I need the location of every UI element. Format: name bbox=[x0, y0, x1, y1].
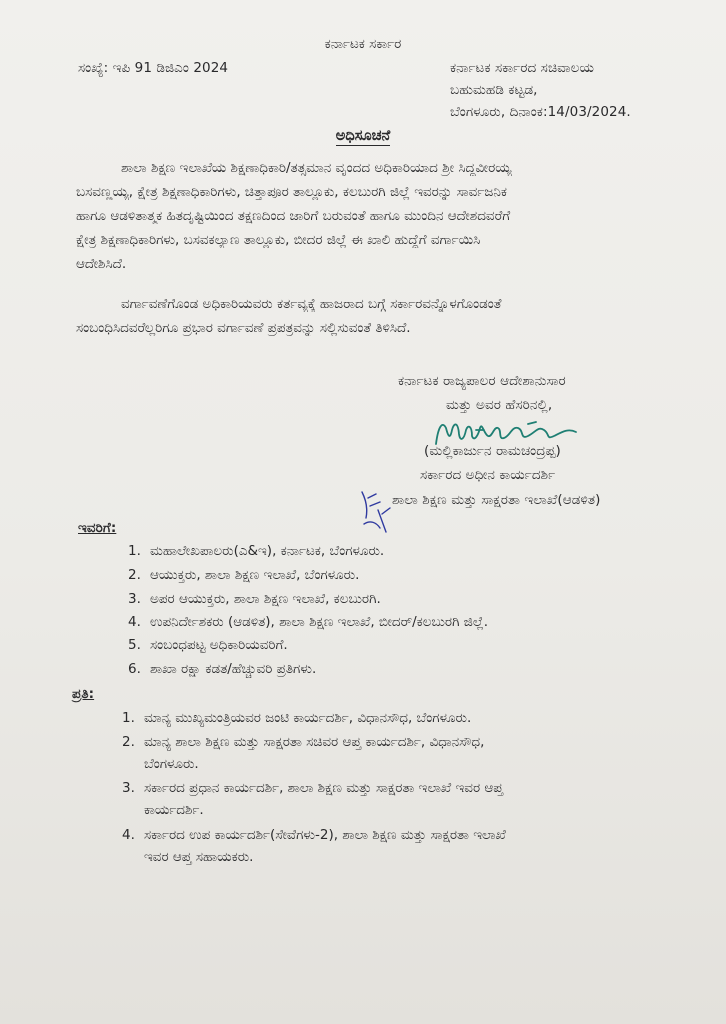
list-item bbox=[122, 734, 484, 750]
list-item bbox=[128, 567, 359, 583]
list-number: 1. bbox=[128, 543, 141, 559]
list-text-continued: ಬೆಂಗಳೂರು. bbox=[144, 756, 199, 772]
signatory-name: (ಮಲ್ಲಿಕಾರ್ಜುನ ರಾಮಚಂದ್ರಪ್ಪ) bbox=[424, 443, 561, 459]
list-number: 2. bbox=[128, 567, 141, 583]
list-item bbox=[128, 591, 381, 607]
list-item bbox=[122, 827, 506, 843]
list-text: ಶಾಖಾ ರಕ್ಷಾ ಕಡತ/ಹೆಚ್ಚುವರಿ ಪ್ರತಿಗಳು. bbox=[150, 661, 317, 677]
list-number: 4. bbox=[122, 827, 135, 843]
office-line-2: ಬಹುಮಹಡಿ ಕಟ್ಟಡ, bbox=[450, 82, 538, 98]
initials-mark bbox=[356, 488, 396, 536]
list-item bbox=[128, 543, 384, 559]
list-text: ಸರ್ಕಾರದ ಉಪ ಕಾರ್ಯದರ್ಶಿ(ಸೇವೆಗಳು-2), ಶಾಲಾ ಶಿಕ್ಷಣ ಮತ್ತು ಸಾಕ್ಷರತಾ ಇಲಾಖೆ bbox=[144, 827, 506, 843]
list-text: ಆಯುಕ್ತರು, ಶಾಲಾ ಶಿಕ್ಷಣ ಇಲಾಖೆ, ಬೆಂಗಳೂರು. bbox=[150, 567, 360, 583]
list-text: ಮಾನ್ಯ ಮುಖ್ಯಮಂತ್ರಿಯವರ ಜಂಟಿ ಕಾರ್ಯದರ್ಶಿ, ವಿಧಾನಸೌಧ, ಬೆಂಗಳೂರು. bbox=[144, 710, 472, 726]
list-text-continued: ಕಾರ್ಯದರ್ಶಿ. bbox=[144, 802, 204, 818]
list-number: 5. bbox=[128, 637, 141, 653]
notification-title bbox=[0, 128, 726, 144]
list-item bbox=[128, 637, 288, 653]
signatory-designation: ಸರ್ಕಾರದ ಅಧೀನ ಕಾರ್ಯದರ್ಶಿ bbox=[420, 467, 556, 483]
signatory-department: ಶಾಲಾ ಶಿಕ್ಷಣ ಮತ್ತು ಸಾಕ್ಷರತಾ ಇಲಾಖೆ(ಆಡಳಿತ) bbox=[392, 492, 601, 508]
notification-title-text: ಅಧಿಸೂಚನೆ bbox=[335, 128, 391, 144]
list-text: ಮಾನ್ಯ ಶಾಲಾ ಶಿಕ್ಷಣ ಮತ್ತು ಸಾಕ್ಷರತಾ ಸಚಿವರ ಆಪ್ತ ಕಾರ್ಯದರ್ಶಿ, ವಿಧಾನಸೌಧ, bbox=[144, 734, 485, 750]
signature-authority-line: ಕರ್ನಾಟಕ ರಾಜ್ಯಪಾಲರ ಆದೇಶಾನುಸಾರ bbox=[398, 373, 566, 389]
list-number: 3. bbox=[122, 780, 135, 796]
list-text: ಮಹಾಲೇಖಪಾಲರು(ಎ&ಇ), ಕರ್ನಾಟಕ, ಬೆಂಗಳೂರು. bbox=[150, 543, 385, 559]
paragraph-1-line: ಕ್ಷೇತ್ರ ಶಿಕ್ಷಣಾಧಿಕಾರಿಗಳು, ಬಸವಕಲ್ಯಾಣ ತಾಲ್ಲೂಕು, ಬೀದರ ಜಿಲ್ಲೆ ಈ ಖಾಲಿ ಹುದ್ದೆಗೆ ವರ್ಗಾಯಿಸಿ bbox=[76, 232, 481, 248]
list-text: ಉಪನಿರ್ದೇಶಕರು (ಆಡಳಿತ), ಶಾಲಾ ಶಿಕ್ಷಣ ಇಲಾಖೆ, ಬೀದರ್/ಕಲಬುರಗಿ ಜಿಲ್ಲೆ. bbox=[150, 614, 488, 630]
list-number: 6. bbox=[128, 661, 141, 677]
list-item bbox=[128, 661, 316, 677]
paragraph-2-line: ಸಂಬಂಧಿಸಿದವರೆಲ್ಲರಿಗೂ ಪ್ರಭಾರ ವರ್ಗಾವಣೆ ಪ್ರಪತ್ರವನ್ನು ಸಲ್ಲಿಸುವಂತೆ ತಿಳಿಸಿದೆ. bbox=[76, 320, 411, 336]
recipients-heading: ಇವರಿಗೆ: bbox=[78, 520, 117, 536]
list-item bbox=[122, 780, 503, 796]
order-number: ಸಂಖ್ಯೆ: ಇಪಿ 91 ಡಿಜಿಎಂ 2024 bbox=[78, 60, 229, 76]
list-item bbox=[122, 710, 471, 726]
list-number: 4. bbox=[128, 614, 141, 630]
list-number: 3. bbox=[128, 591, 141, 607]
government-title: ಕರ್ನಾಟಕ ಸರ್ಕಾರ bbox=[324, 36, 402, 52]
list-item bbox=[128, 614, 488, 630]
paragraph-1-line: ಹಾಗೂ ಆಡಳಿತಾತ್ಮಕ ಹಿತದೃಷ್ಟಿಯಿಂದ ತಕ್ಷಣದಿಂದ ಜಾರಿಗೆ ಬರುವಂತೆ ಹಾಗೂ ಮುಂದಿನ ಆದೇಶದವರೆಗೆ bbox=[76, 208, 511, 224]
office-line-1: ಕರ್ನಾಟಕ ಸರ್ಕಾರದ ಸಚಿವಾಲಯ bbox=[450, 60, 595, 76]
list-number: 2. bbox=[122, 734, 135, 750]
list-text: ಅಪರ ಆಯುಕ್ತರು, ಶಾಲಾ ಶಿಕ್ಷಣ ಇಲಾಖೆ, ಕಲಬುರಗಿ. bbox=[150, 591, 381, 607]
paragraph-1-line: ಶಾಲಾ ಶಿಕ್ಷಣ ಇಲಾಖೆಯ ಶಿಕ್ಷಣಾಧಿಕಾರಿ/ತತ್ಸಮಾನ ವೃಂದದ ಅಧಿಕಾರಿಯಾದ ಶ್ರೀ ಸಿದ್ದವೀರಯ್ಯ bbox=[121, 160, 512, 176]
paragraph-1-line: ಬಸವಣ್ಣಯ್ಯ, ಕ್ಷೇತ್ರ ಶಿಕ್ಷಣಾಧಿಕಾರಿಗಳು, ಚಿತ್ತಾಪೂರ ತಾಲ್ಲೂಕು, ಕಲಬುರಗಿ ಜಿಲ್ಲೆ ಇವರನ್ನು ಸಾರ್ವಜನಿಕ bbox=[76, 184, 507, 200]
list-text-continued: ಇವರ ಆಪ್ತ ಸಹಾಯಕರು. bbox=[144, 849, 254, 865]
signature-name-line: ಮತ್ತು ಅವರ ಹೆಸರಿನಲ್ಲಿ, bbox=[446, 397, 553, 413]
paragraph-1-line: ಆದೇಶಿಸಿದೆ. bbox=[76, 256, 127, 272]
list-text: ಸರ್ಕಾರದ ಪ್ರಧಾನ ಕಾರ್ಯದರ್ಶಿ, ಶಾಲಾ ಶಿಕ್ಷಣ ಮತ್ತು ಸಾಕ್ಷರತಾ ಇಲಾಖೆ ಇವರ ಆಪ್ತ bbox=[144, 780, 504, 796]
paragraph-2-line: ವರ್ಗಾವಣೆಗೊಂಡ ಅಧಿಕಾರಿಯವರು ಕರ್ತವ್ಯಕ್ಕೆ ಹಾಜರಾದ ಬಗ್ಗೆ ಸರ್ಕಾರವನ್ನೊಳಗೊಂಡಂತೆ bbox=[121, 296, 502, 312]
office-date: ಬೆಂಗಳೂರು, ದಿನಾಂಕ:14/03/2024. bbox=[450, 104, 631, 120]
copies-heading: ಪ್ರತಿ: bbox=[72, 686, 95, 702]
list-text: ಸಂಬಂಧಪಟ್ಟ ಅಧಿಕಾರಿಯವರಿಗೆ. bbox=[150, 637, 288, 653]
list-number: 1. bbox=[122, 710, 135, 726]
